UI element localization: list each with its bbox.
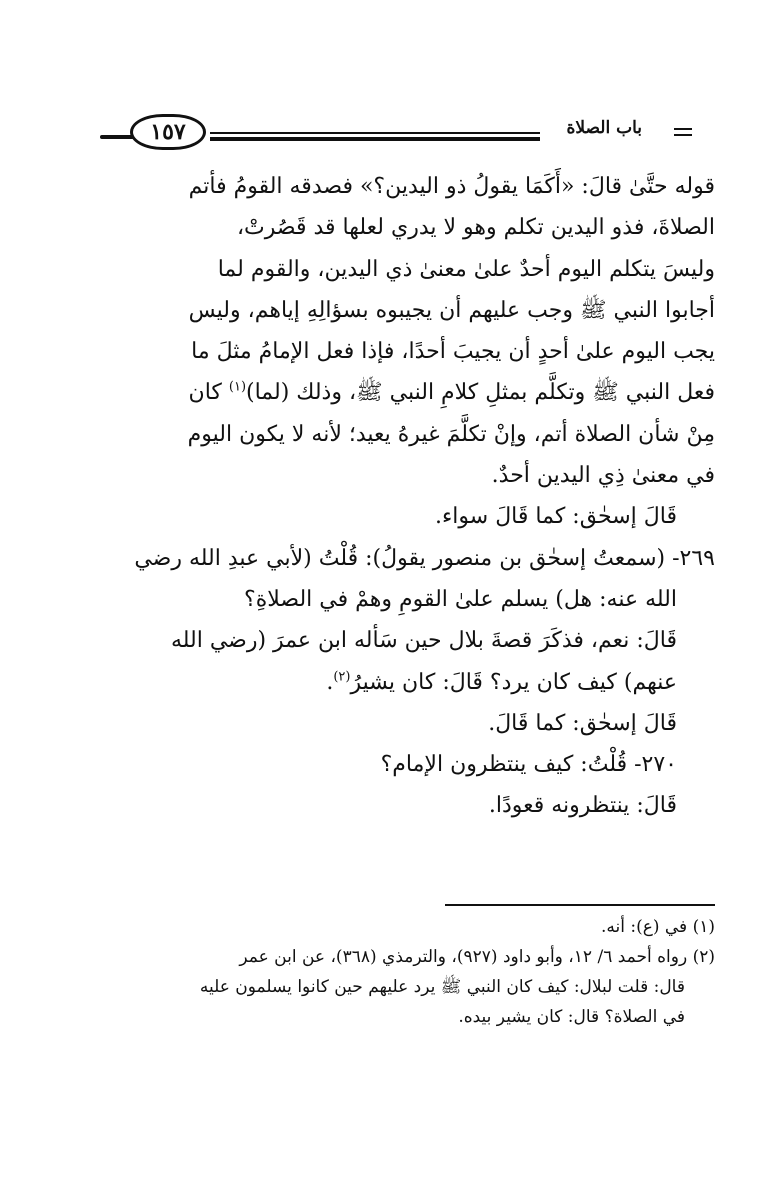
text-line: مِنْ شأن الصلاة أتم، وإنْ تكلَّمَ غيرهُ يعيد؛ لأنه لا يكون اليوم	[187, 421, 715, 447]
text-line: قوله حتَّىٰ قالَ: «أَكَمَا يقولُ ذو اليدين؟» فصدقه القومُ فأتم	[188, 174, 715, 199]
page-number: ١٥٧	[130, 114, 206, 150]
footnote-ref: (١)	[228, 380, 247, 396]
text-line: في معنىٰ ذِي اليدين أحدٌ.	[491, 463, 715, 489]
page-header	[100, 112, 670, 158]
text-line: الله عنه: هل) يسلم علىٰ القومِ وهمْ في الصلاةِ؟	[244, 586, 677, 612]
text-run: عنهم) كيف كان يرد؟ قَالَ: كان يشيرُ	[350, 669, 677, 695]
footnote-ref: (٢)	[333, 669, 351, 685]
footnote-continuation: في الصلاة؟ قال: كان يشير بيده.	[458, 1007, 685, 1027]
text-run: فعل النبي ﷺ وتكلَّم بمثلِ كلامِ النبي ﷺ، وذلك (لما)	[246, 380, 715, 406]
text-line: وليسَ يتكلم اليوم أحدٌ علىٰ معنىٰ ذي اليدين، والقوم لما	[217, 256, 715, 282]
footnote: (٢) رواه أحمد ٦/ ١٢، وأبو داود (٩٢٧)، والترمذي (٣٦٨)، عن ابن عمر	[239, 947, 715, 967]
header-dash-mark	[674, 128, 692, 140]
main-text	[48, 166, 715, 827]
header-rule	[210, 132, 540, 141]
text-line	[48, 372, 715, 413]
footnote: (١) في (ع): أنه.	[600, 917, 715, 937]
footnote-continuation: قال: قلت لبلال: كيف كان النبي ﷺ يرد عليهم حين كانوا يسلمون عليه	[199, 977, 685, 997]
text-line: قَالَ: نعم، فذكَرَ قصةَ بلال حين سَأله ابن عمرَ (رضي الله	[170, 628, 677, 654]
text-line: الصلاةَ، فذو اليدين تكلم وهو لا يدري لعلها قد قَصُرتْ،	[236, 215, 715, 241]
footnote-separator	[445, 904, 715, 906]
entry-270: ٢٧٠- قُلْتُ: كيف ينتظرون الإمام؟	[380, 752, 677, 778]
text-line: قَالَ: ينتظرونه قعودًا.	[488, 793, 677, 819]
running-title: باب الصلاة	[566, 118, 642, 138]
text-line: يجب اليوم علىٰ أحدٍ أن يجيبَ أحدًا، فإذا فعل الإمامُ مثلَ ما	[191, 339, 715, 365]
text-line	[48, 662, 715, 703]
text-line: قَالَ إسحٰق: كما قَالَ سواء.	[434, 504, 677, 530]
badge-tail	[100, 135, 134, 139]
text-line: أجابوا النبي ﷺ وجب عليهم أن يجيبوه بسؤالِهِ إياهم، وليس	[188, 297, 715, 323]
text-line: قَالَ إسحٰق: كما قَالَ.	[488, 710, 677, 736]
footnotes	[48, 912, 715, 1032]
entry-269: ٢٦٩- (سمعتُ إسحٰق بن منصور يقولُ): قُلْتُ (لأبي عبدِ الله رضي	[134, 545, 715, 571]
text-run: .	[326, 669, 334, 695]
text-run: كان	[188, 380, 229, 406]
